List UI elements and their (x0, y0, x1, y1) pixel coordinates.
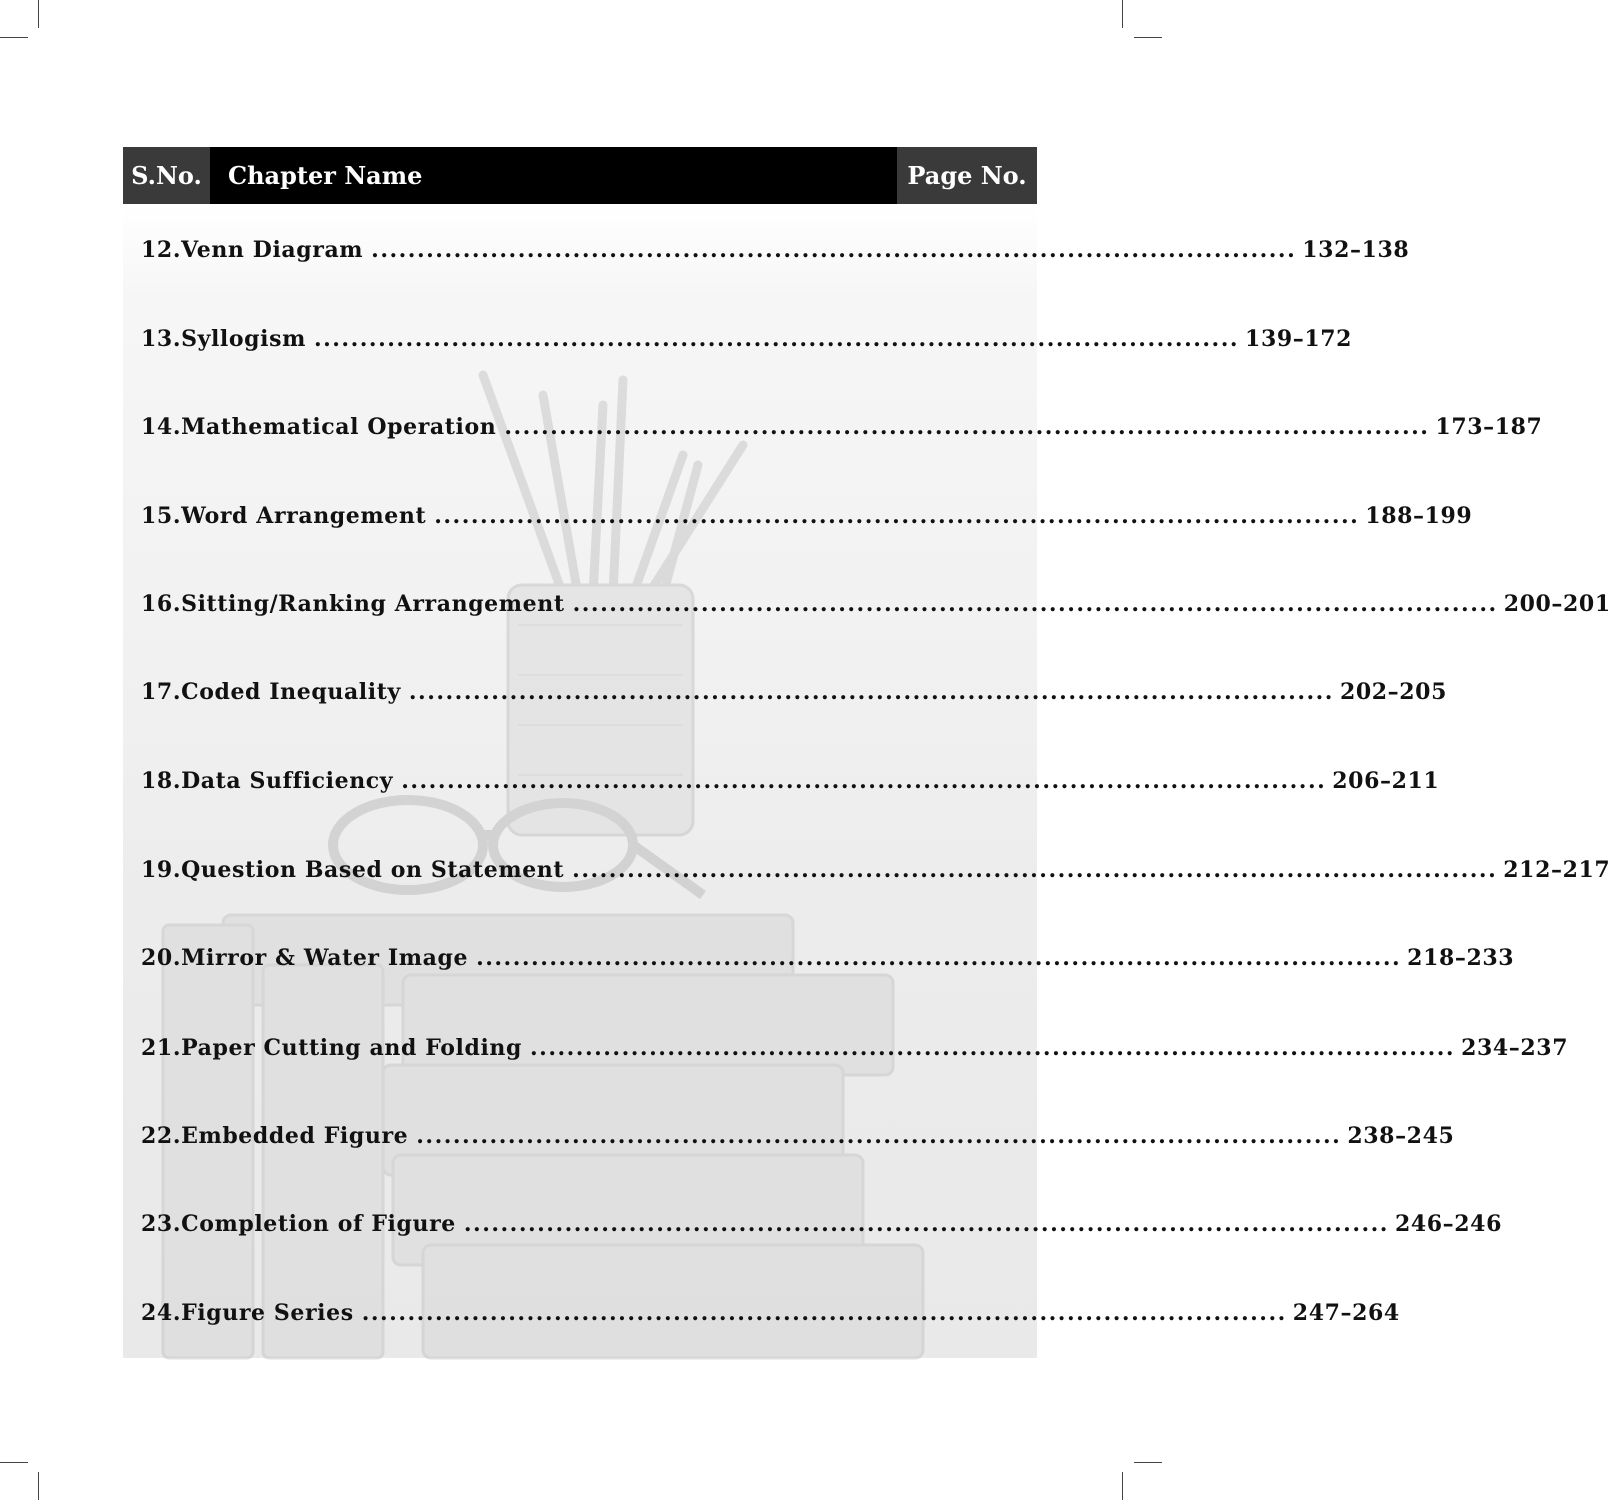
leader-dots: ..................................................................................................... (361, 1300, 1287, 1326)
leader-dots: ..................................................................................................... (572, 591, 1498, 617)
row-pages: 139–172 (1245, 326, 1353, 352)
leader-dots: ..................................................................................................... (572, 857, 1498, 883)
leader-dots: ..................................................................................................... (434, 503, 1360, 529)
row-pages: 200–201 (1503, 591, 1611, 617)
row-sno: 17. (141, 679, 182, 705)
row-pages: 218–233 (1407, 945, 1515, 971)
row-chapter: Figure Series (181, 1300, 354, 1326)
leader-dots: ..................................................................................................... (416, 1123, 1342, 1149)
table-row (123, 672, 1447, 712)
crop-mark-bottom-left-h (0, 1462, 28, 1463)
leader-dots: ..................................................................................................... (476, 945, 1402, 971)
table-row (123, 496, 1473, 536)
leader-dots: ..................................................................................................... (530, 1035, 1456, 1061)
row-sno: 13. (141, 326, 182, 352)
crop-mark-bottom-right-h (1134, 1462, 1162, 1463)
row-chapter: Venn Diagram (181, 237, 364, 263)
row-sno: 16. (141, 591, 182, 617)
table-row (123, 1204, 1502, 1244)
table-row (123, 407, 1543, 447)
row-chapter: Word Arrangement (181, 503, 427, 529)
leader-dots: ..................................................................................................... (463, 1211, 1389, 1237)
row-pages: 173–187 (1435, 414, 1543, 440)
row-chapter: Question Based on Statement (181, 857, 565, 883)
row-chapter: Coded Inequality (181, 679, 401, 705)
row-chapter: Paper Cutting and Folding (181, 1035, 522, 1061)
row-sno: 24. (141, 1300, 182, 1326)
row-chapter: Sitting/Ranking Arrangement (181, 591, 565, 617)
table-row (123, 584, 1611, 624)
row-pages: 212–217 (1503, 857, 1611, 883)
row-pages: 132–138 (1302, 237, 1410, 263)
table-row (123, 938, 1515, 978)
row-pages: 202–205 (1339, 679, 1447, 705)
header-chapter-name: Chapter Name (210, 147, 897, 204)
row-sno: 23. (141, 1211, 182, 1237)
crop-mark-bottom-right-v (1122, 1472, 1123, 1500)
leader-dots: ..................................................................................................... (401, 768, 1327, 794)
table-row (123, 230, 1410, 270)
row-sno: 15. (141, 503, 182, 529)
table-row (123, 1293, 1400, 1333)
header-sno: S.No. (123, 147, 210, 204)
row-chapter: Data Sufficiency (181, 768, 394, 794)
crop-mark-bottom-left-v (38, 1472, 39, 1500)
row-pages: 206–211 (1332, 768, 1440, 794)
crop-mark-top-right-h (1134, 37, 1162, 38)
row-sno: 22. (141, 1123, 182, 1149)
table-row (123, 761, 1440, 801)
table-row (123, 1116, 1455, 1156)
table-header (123, 147, 1037, 204)
leader-dots: ..................................................................................................... (408, 679, 1334, 705)
row-chapter: Embedded Figure (181, 1123, 409, 1149)
crop-mark-top-left-v (38, 0, 39, 28)
row-sno: 14. (141, 414, 182, 440)
crop-mark-top-right-v (1122, 0, 1123, 28)
row-pages: 188–199 (1365, 503, 1473, 529)
table-row (123, 319, 1353, 359)
leader-dots: ..................................................................................................... (371, 237, 1297, 263)
table-row (123, 850, 1611, 890)
table-row (123, 1028, 1569, 1068)
row-pages: 238–245 (1347, 1123, 1455, 1149)
row-sno: 19. (141, 857, 182, 883)
leader-dots: ..................................................................................................... (504, 414, 1430, 440)
row-pages: 246–246 (1394, 1211, 1502, 1237)
row-pages: 234–237 (1461, 1035, 1569, 1061)
row-pages: 247–264 (1292, 1300, 1400, 1326)
row-chapter: Completion of Figure (181, 1211, 456, 1237)
crop-mark-top-left-h (0, 37, 28, 38)
leader-dots: ..................................................................................................... (313, 326, 1240, 352)
row-sno: 20. (141, 945, 182, 971)
row-chapter: Mirror & Water Image (181, 945, 469, 971)
header-page-no: Page No. (897, 147, 1037, 204)
row-chapter: Mathematical Operation (181, 414, 497, 440)
row-sno: 12. (141, 237, 182, 263)
row-chapter: Syllogism (181, 326, 306, 352)
row-sno: 21. (141, 1035, 182, 1061)
row-sno: 18. (141, 768, 182, 794)
